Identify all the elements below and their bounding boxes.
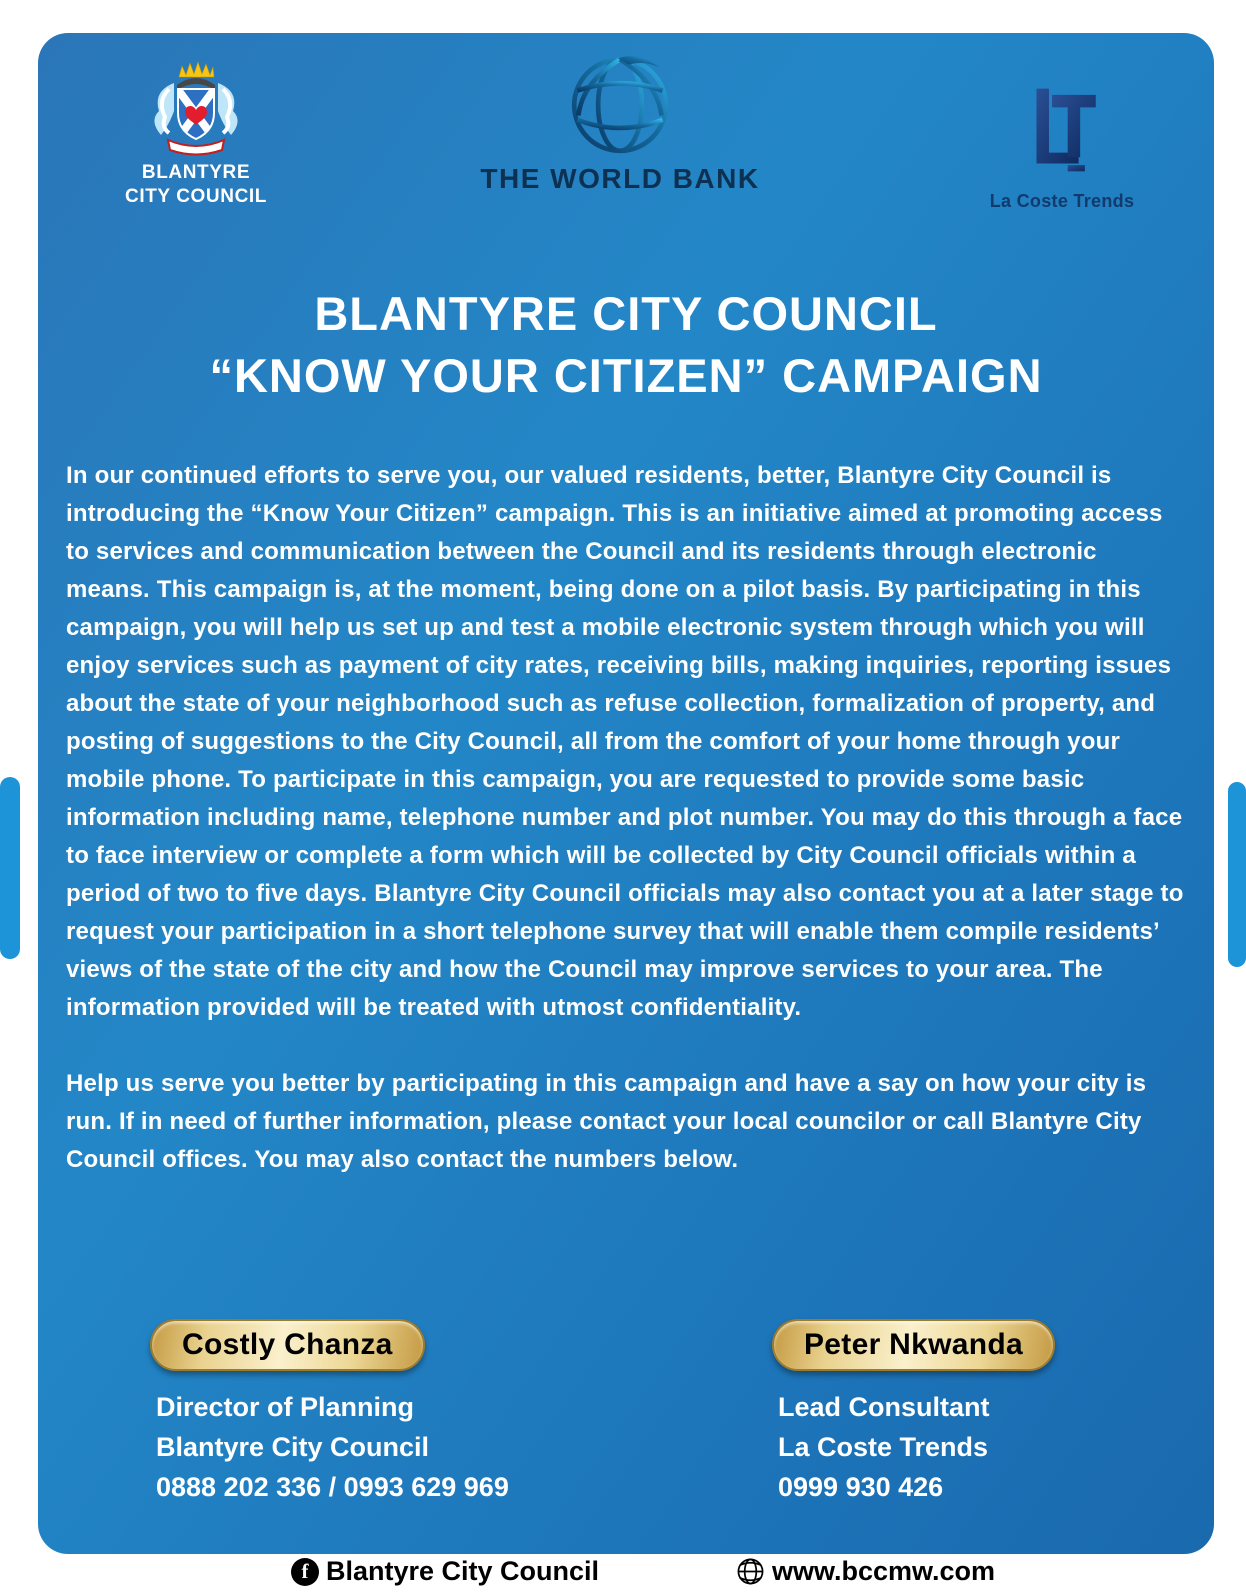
- campaign-title: [38, 283, 1214, 407]
- world-bank-globe-icon: [568, 49, 672, 157]
- bcc-logo-label: [96, 161, 296, 209]
- campaign-title-line2: “KNOW YOUR CITIZEN” CAMPAIGN: [209, 349, 1043, 402]
- contact-name-badge: Peter Nkwanda: [772, 1319, 1055, 1371]
- facebook-page-name: Blantyre City Council: [326, 1556, 600, 1586]
- contact-role: Lead Consultant: [778, 1392, 990, 1422]
- contact-phone: 0999 930 426: [778, 1472, 944, 1502]
- body-paragraph-2: Help us serve you better by participating in this campaign and have a say on how your city is run. If in need of further information, please contact your local councilor or call Blantyre City Council offices. You may also contact the numbers below.: [66, 1070, 1147, 1173]
- website-url: www.bccmw.com: [772, 1556, 996, 1586]
- blantyre-crest-icon: [138, 61, 254, 161]
- footer-facebook: [291, 1556, 599, 1587]
- flyer-card: [38, 33, 1214, 1554]
- facebook-icon: f: [291, 1558, 319, 1586]
- campaign-title-line1: BLANTYRE CITY COUNCIL: [314, 287, 938, 340]
- bcc-logo-line2: CITY COUNCIL: [125, 185, 267, 207]
- globe-icon: [736, 1557, 765, 1586]
- body-text: [66, 457, 1186, 1217]
- bcc-logo-line1: BLANTYRE: [141, 162, 251, 183]
- contact-phone: 0888 202 336 / 0993 629 969: [156, 1472, 509, 1502]
- contact-card-costly-chanza: [150, 1319, 509, 1507]
- la-coste-label: La Coste Trends: [989, 191, 1135, 211]
- footer-website: [736, 1556, 995, 1587]
- world-bank-label: THE WORLD BANK: [480, 163, 760, 194]
- contact-role: Director of Planning: [156, 1392, 415, 1422]
- contact-info: [150, 1387, 509, 1507]
- contact-name-badge: Costly Chanza: [150, 1319, 425, 1371]
- contact-org: Blantyre City Council: [156, 1432, 430, 1462]
- left-edge-tab: [0, 777, 20, 959]
- lt-monogram-icon: [1024, 79, 1102, 181]
- contact-org: La Coste Trends: [778, 1432, 989, 1462]
- body-paragraph-1: In our continued efforts to serve you, our valued residents, better, Blantyre City Council is introducing the “Know Your Citizen” campaign. This is an initiative aimed at promoting access to services and communication between the Council and its residents through electronic means. This campaign is, at the moment, being done on a pilot basis. By participating in this campaign, you will help us set up and test a mobile electronic system through which you will enjoy services such as payment of city rates, receiving bills, making inquiries, reporting issues about the state of your neighborhood such as refuse collection, formalization of property, and posting of suggestions to the City Council, all from the comfort of your home through your mobile phone. To participate in this campaign, you are requested to provide some basic information including name, telephone number and plot number. You may do this through a face to face interview or complete a form which will be collected by City Council officials within a period of two to five days. Blantyre City Council officials may also contact you at a later stage to request your participation in a short telephone survey that will enable them compile residents’ views of the state of the city and how the Council may improve services to your area. The information provided will be treated with utmost confidentiality.: [66, 462, 1184, 1021]
- contact-card-peter-nkwanda: [772, 1319, 1055, 1507]
- right-edge-tab: [1228, 782, 1246, 967]
- contact-info: [772, 1387, 1055, 1507]
